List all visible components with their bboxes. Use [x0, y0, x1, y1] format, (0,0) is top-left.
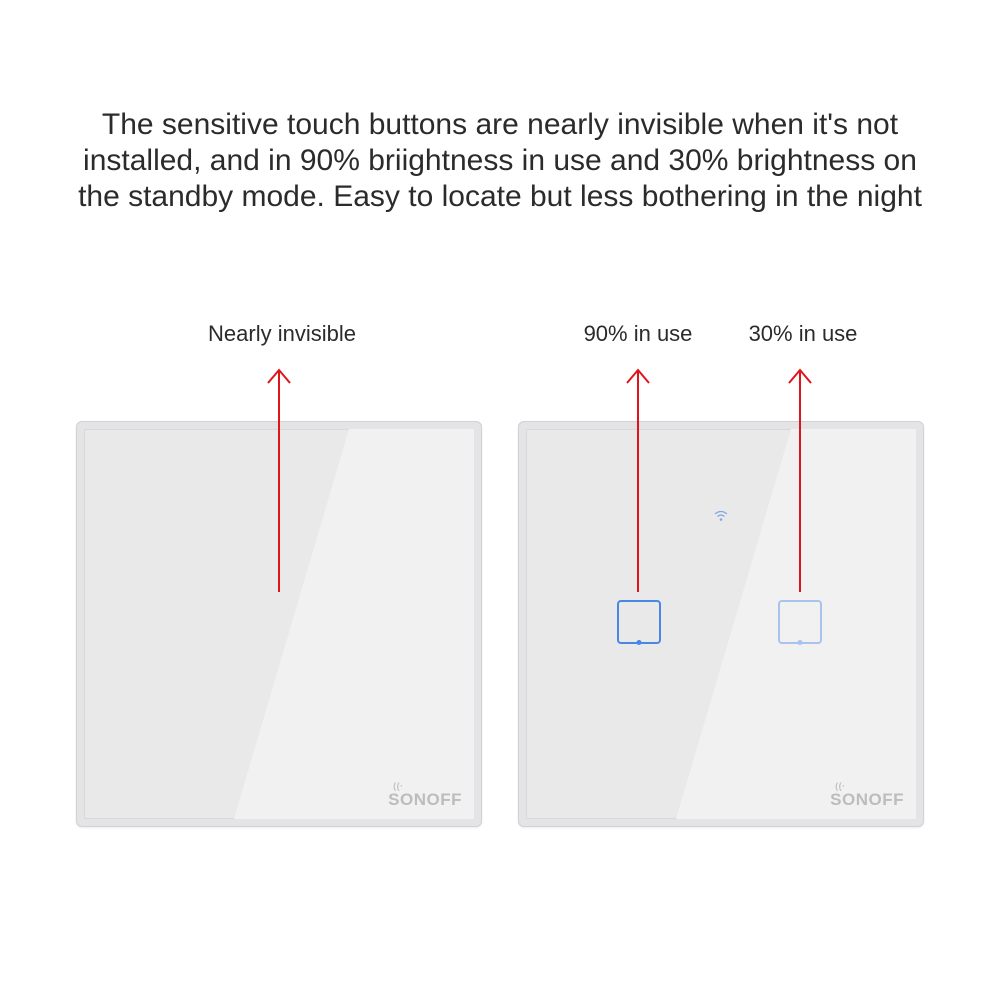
label-nearly-invisible: Nearly invisible	[208, 321, 356, 346]
signal-icon: ((·	[393, 781, 404, 791]
label-30-in-use: 30% in use	[748, 321, 858, 346]
arrow-30-in-use	[789, 370, 811, 592]
headline-line-1: The sensitive touch buttons are nearly invisible when it's not	[101, 108, 899, 141]
label-90-in-use: 90% in use	[583, 321, 693, 346]
headline-line-3: the standby mode. Easy to locate but less bothering in the night	[78, 180, 922, 213]
headline-line-2: installed, and in 90% briightness in use and 30% brightness on	[83, 144, 917, 177]
signal-icon: ((·	[835, 781, 846, 791]
arrow-90-in-use	[627, 370, 649, 592]
sonoff-logo-text: SONOFF	[388, 790, 462, 809]
sonoff-logo-text: SONOFF	[830, 790, 904, 809]
arrow-nearly-invisible	[268, 370, 290, 592]
